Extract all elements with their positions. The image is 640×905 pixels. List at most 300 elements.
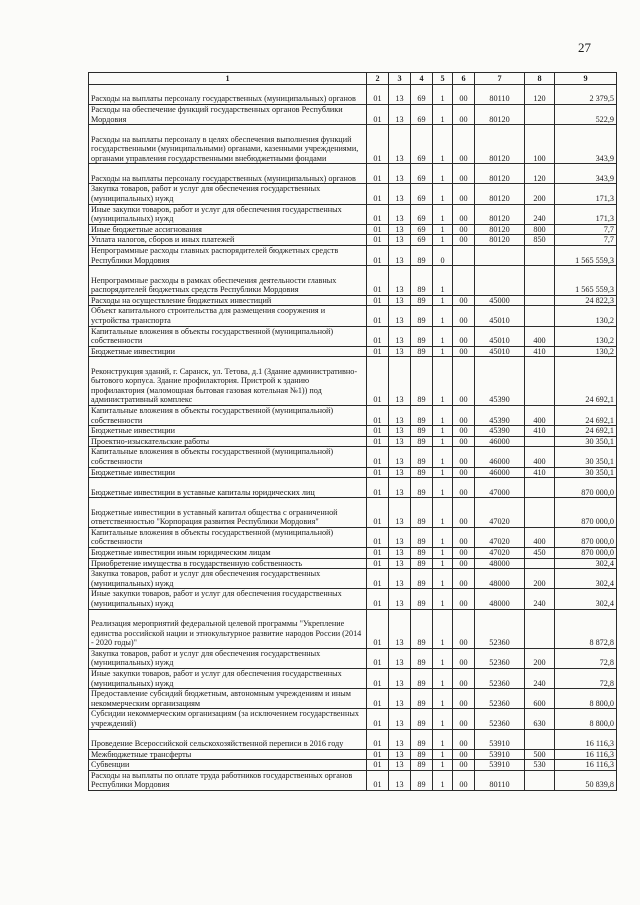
code-cell: 89 xyxy=(411,548,433,559)
amount-cell: 302,4 xyxy=(555,569,617,589)
code-cell: 1 xyxy=(433,125,453,164)
code-cell: 1 xyxy=(433,589,453,609)
code-cell: 00 xyxy=(453,105,475,125)
code-cell: 1 xyxy=(433,760,453,771)
code-cell: 1 xyxy=(433,569,453,589)
amount-cell: 8 800,0 xyxy=(555,689,617,709)
row-name-cell: Капитальные вложения в объекты государственной (муниципальной) собственности xyxy=(89,326,367,346)
code-cell: 89 xyxy=(411,609,433,648)
amount-cell: 7,7 xyxy=(555,235,617,246)
amount-cell: 870 000,0 xyxy=(555,548,617,559)
table-row xyxy=(89,648,617,668)
code-cell: 00 xyxy=(453,498,475,528)
table-row xyxy=(89,346,617,357)
amount-cell: 16 116,3 xyxy=(555,760,617,771)
row-name-cell: Капитальные вложения в объекты государственной (муниципальной) собственности xyxy=(89,527,367,547)
target-article-cell: 80120 xyxy=(475,184,525,204)
expense-type-cell: 400 xyxy=(525,326,555,346)
target-article-cell: 47020 xyxy=(475,527,525,547)
target-article-cell: 80110 xyxy=(475,770,525,790)
code-cell: 89 xyxy=(411,749,433,760)
row-name-cell: Реализация мероприятий федеральной целевой программы "Укрепление единства российской нации и этнокультурное развитие народов России (2014 - 2020 годы)" xyxy=(89,609,367,648)
table-row xyxy=(89,729,617,749)
row-name-cell: Расходы на выплаты персоналу государственных (муниципальных) органов xyxy=(89,164,367,184)
code-cell: 1 xyxy=(433,548,453,559)
code-cell: 01 xyxy=(367,749,389,760)
code-cell: 01 xyxy=(367,447,389,467)
expense-type-cell xyxy=(525,436,555,447)
row-name-cell: Уплата налогов, сборов и иных платежей xyxy=(89,235,367,246)
amount-cell: 24 692,1 xyxy=(555,357,617,406)
row-name-cell: Предоставление субсидий бюджетным, автономным учреждениям и иным некоммерческим организациям xyxy=(89,689,367,709)
code-cell: 13 xyxy=(389,558,411,569)
target-article-cell: 47020 xyxy=(475,548,525,559)
table-row xyxy=(89,184,617,204)
code-cell: 00 xyxy=(453,689,475,709)
target-article-cell: 45000 xyxy=(475,295,525,306)
code-cell: 00 xyxy=(453,467,475,478)
header-cell: 8 xyxy=(525,73,555,85)
expense-type-cell xyxy=(525,770,555,790)
code-cell: 13 xyxy=(389,760,411,771)
amount-cell: 343,9 xyxy=(555,125,617,164)
code-cell: 01 xyxy=(367,326,389,346)
code-cell: 00 xyxy=(453,235,475,246)
code-cell: 89 xyxy=(411,436,433,447)
code-cell: 89 xyxy=(411,467,433,478)
expense-type-cell: 200 xyxy=(525,569,555,589)
table-row xyxy=(89,467,617,478)
code-cell: 00 xyxy=(453,295,475,306)
code-cell: 13 xyxy=(389,527,411,547)
code-cell: 13 xyxy=(389,326,411,346)
row-name-cell: Непрограммные расходы главных распорядителей бюджетных средств Республики Мордовия xyxy=(89,245,367,265)
code-cell: 01 xyxy=(367,426,389,437)
expense-type-cell xyxy=(525,609,555,648)
code-cell: 13 xyxy=(389,184,411,204)
row-name-cell: Капитальные вложения в объекты государственной (муниципальной) собственности xyxy=(89,406,367,426)
code-cell: 1 xyxy=(433,184,453,204)
code-cell: 00 xyxy=(453,749,475,760)
target-article-cell: 48000 xyxy=(475,569,525,589)
row-name-cell: Расходы на выплаты персоналу государственных (муниципальных) органов xyxy=(89,85,367,105)
code-cell: 1 xyxy=(433,558,453,569)
code-cell: 01 xyxy=(367,235,389,246)
amount-cell: 302,4 xyxy=(555,558,617,569)
code-cell: 00 xyxy=(453,326,475,346)
code-cell: 1 xyxy=(433,357,453,406)
code-cell: 01 xyxy=(367,709,389,729)
code-cell: 00 xyxy=(453,224,475,235)
expense-type-cell: 800 xyxy=(525,224,555,235)
code-cell: 1 xyxy=(433,85,453,105)
expense-type-cell xyxy=(525,558,555,569)
target-article-cell: 46000 xyxy=(475,447,525,467)
code-cell xyxy=(453,245,475,265)
expense-type-cell: 100 xyxy=(525,125,555,164)
target-article-cell: 80120 xyxy=(475,235,525,246)
expense-type-cell: 410 xyxy=(525,467,555,478)
code-cell: 1 xyxy=(433,467,453,478)
expense-type-cell: 400 xyxy=(525,527,555,547)
code-cell: 01 xyxy=(367,406,389,426)
code-cell: 01 xyxy=(367,668,389,688)
row-name-cell: Расходы на обеспечение функций государственных органов Республики Мордовия xyxy=(89,105,367,125)
code-cell: 1 xyxy=(433,164,453,184)
code-cell: 13 xyxy=(389,729,411,749)
code-cell: 69 xyxy=(411,125,433,164)
code-cell: 01 xyxy=(367,266,389,296)
code-cell: 01 xyxy=(367,357,389,406)
code-cell: 13 xyxy=(389,770,411,790)
code-cell: 13 xyxy=(389,436,411,447)
code-cell: 01 xyxy=(367,467,389,478)
table-row xyxy=(89,609,617,648)
expense-type-cell xyxy=(525,478,555,498)
code-cell: 13 xyxy=(389,589,411,609)
target-article-cell: 52360 xyxy=(475,668,525,688)
code-cell: 01 xyxy=(367,760,389,771)
row-name-cell: Иные бюджетные ассигнования xyxy=(89,224,367,235)
expense-type-cell: 400 xyxy=(525,447,555,467)
table-row xyxy=(89,235,617,246)
code-cell: 00 xyxy=(453,125,475,164)
target-article-cell: 45010 xyxy=(475,326,525,346)
code-cell: 13 xyxy=(389,498,411,528)
code-cell: 00 xyxy=(453,357,475,406)
target-article-cell: 45010 xyxy=(475,306,525,326)
code-cell: 1 xyxy=(433,770,453,790)
code-cell: 1 xyxy=(433,224,453,235)
row-name-cell: Бюджетные инвестиции xyxy=(89,346,367,357)
code-cell: 13 xyxy=(389,245,411,265)
code-cell: 01 xyxy=(367,527,389,547)
code-cell: 00 xyxy=(453,548,475,559)
table-row xyxy=(89,709,617,729)
row-name-cell: Бюджетные инвестиции в уставный капитал общества с ограниченной ответственностью "Корпорация развития Республики Мордовия" xyxy=(89,498,367,528)
code-cell: 01 xyxy=(367,224,389,235)
row-name-cell: Закупка товаров, работ и услуг для обеспечения государственных (муниципальных) нужд xyxy=(89,184,367,204)
code-cell: 1 xyxy=(433,306,453,326)
table-row xyxy=(89,548,617,559)
target-article-cell: 45390 xyxy=(475,357,525,406)
code-cell: 1 xyxy=(433,426,453,437)
code-cell: 13 xyxy=(389,224,411,235)
code-cell: 13 xyxy=(389,125,411,164)
table-row xyxy=(89,770,617,790)
code-cell: 01 xyxy=(367,295,389,306)
amount-cell: 30 350,1 xyxy=(555,436,617,447)
code-cell: 01 xyxy=(367,245,389,265)
row-name-cell: Реконструкция зданий, г. Саранск, ул. Тетова, д.1 (Здание административно-бытового корпуса. Здание профилактория. Пристрой к зданию профилактория (маломощная бытовая газовая котельная №1)) под административный комплекс xyxy=(89,357,367,406)
row-name-cell: Расходы на осуществление бюджетных инвестиций xyxy=(89,295,367,306)
code-cell: 01 xyxy=(367,85,389,105)
table-row xyxy=(89,668,617,688)
row-name-cell: Субвенции xyxy=(89,760,367,771)
code-cell: 13 xyxy=(389,689,411,709)
target-article-cell: 80120 xyxy=(475,224,525,235)
code-cell: 00 xyxy=(453,569,475,589)
row-name-cell: Бюджетные инвестиции xyxy=(89,467,367,478)
table-row xyxy=(89,478,617,498)
code-cell: 13 xyxy=(389,749,411,760)
amount-cell: 72,8 xyxy=(555,668,617,688)
amount-cell: 171,3 xyxy=(555,204,617,224)
code-cell: 00 xyxy=(453,668,475,688)
code-cell: 1 xyxy=(433,527,453,547)
code-cell: 01 xyxy=(367,689,389,709)
target-article-cell: 53910 xyxy=(475,749,525,760)
code-cell: 13 xyxy=(389,569,411,589)
code-cell: 13 xyxy=(389,426,411,437)
code-cell: 1 xyxy=(433,648,453,668)
expense-type-cell: 200 xyxy=(525,648,555,668)
amount-cell: 8 872,8 xyxy=(555,609,617,648)
code-cell: 01 xyxy=(367,589,389,609)
code-cell: 1 xyxy=(433,436,453,447)
budget-table-container xyxy=(88,72,616,791)
expense-type-cell: 240 xyxy=(525,589,555,609)
code-cell: 01 xyxy=(367,609,389,648)
code-cell: 13 xyxy=(389,346,411,357)
amount-cell: 30 350,1 xyxy=(555,447,617,467)
code-cell: 00 xyxy=(453,609,475,648)
amount-cell: 130,2 xyxy=(555,326,617,346)
target-article-cell: 52360 xyxy=(475,609,525,648)
row-name-cell: Иные закупки товаров, работ и услуг для обеспечения государственных (муниципальных) нужд xyxy=(89,668,367,688)
code-cell: 89 xyxy=(411,357,433,406)
code-cell: 00 xyxy=(453,184,475,204)
code-cell: 00 xyxy=(453,204,475,224)
code-cell: 89 xyxy=(411,245,433,265)
code-cell: 01 xyxy=(367,436,389,447)
code-cell: 13 xyxy=(389,357,411,406)
target-article-cell: 47020 xyxy=(475,498,525,528)
target-article-cell: 46000 xyxy=(475,467,525,478)
row-name-cell: Капитальные вложения в объекты государственной (муниципальной) собственности xyxy=(89,447,367,467)
row-name-cell: Расходы на выплаты по оплате труда работников государственных органов Республики Мордовия xyxy=(89,770,367,790)
code-cell: 13 xyxy=(389,406,411,426)
header-cell: 2 xyxy=(367,73,389,85)
table-row xyxy=(89,689,617,709)
header-cell: 7 xyxy=(475,73,525,85)
target-article-cell: 80120 xyxy=(475,204,525,224)
code-cell: 00 xyxy=(453,426,475,437)
expense-type-cell: 600 xyxy=(525,689,555,709)
amount-cell: 343,9 xyxy=(555,164,617,184)
header-cell: 9 xyxy=(555,73,617,85)
code-cell: 69 xyxy=(411,85,433,105)
table-row xyxy=(89,447,617,467)
amount-cell: 1 565 559,3 xyxy=(555,245,617,265)
code-cell: 13 xyxy=(389,105,411,125)
amount-cell: 870 000,0 xyxy=(555,527,617,547)
code-cell: 89 xyxy=(411,527,433,547)
row-name-cell: Бюджетные инвестиции в уставные капиталы юридических лиц xyxy=(89,478,367,498)
code-cell: 00 xyxy=(453,648,475,668)
code-cell: 69 xyxy=(411,184,433,204)
target-article-cell xyxy=(475,245,525,265)
table-row xyxy=(89,426,617,437)
expense-type-cell: 500 xyxy=(525,749,555,760)
code-cell: 13 xyxy=(389,668,411,688)
code-cell: 00 xyxy=(453,306,475,326)
row-name-cell: Иные закупки товаров, работ и услуг для обеспечения государственных (муниципальных) нужд xyxy=(89,204,367,224)
code-cell: 00 xyxy=(453,478,475,498)
table-header-row xyxy=(89,73,617,85)
code-cell: 1 xyxy=(433,105,453,125)
header-cell: 6 xyxy=(453,73,475,85)
code-cell: 1 xyxy=(433,729,453,749)
code-cell: 00 xyxy=(453,589,475,609)
amount-cell: 24 692,1 xyxy=(555,406,617,426)
code-cell: 69 xyxy=(411,235,433,246)
code-cell: 01 xyxy=(367,729,389,749)
table-row xyxy=(89,406,617,426)
amount-cell: 50 839,8 xyxy=(555,770,617,790)
expense-type-cell: 240 xyxy=(525,668,555,688)
code-cell: 89 xyxy=(411,306,433,326)
code-cell: 1 xyxy=(433,709,453,729)
code-cell: 89 xyxy=(411,648,433,668)
code-cell: 13 xyxy=(389,306,411,326)
code-cell: 89 xyxy=(411,498,433,528)
table-row xyxy=(89,105,617,125)
code-cell: 01 xyxy=(367,164,389,184)
code-cell: 89 xyxy=(411,709,433,729)
code-cell: 89 xyxy=(411,295,433,306)
code-cell: 89 xyxy=(411,770,433,790)
code-cell: 89 xyxy=(411,668,433,688)
code-cell: 13 xyxy=(389,164,411,184)
code-cell: 13 xyxy=(389,85,411,105)
code-cell: 00 xyxy=(453,760,475,771)
code-cell: 1 xyxy=(433,266,453,296)
amount-cell: 30 350,1 xyxy=(555,467,617,478)
code-cell: 01 xyxy=(367,125,389,164)
code-cell: 1 xyxy=(433,346,453,357)
row-name-cell: Расходы на выплаты персоналу в целях обеспечения выполнения функций государственными (муниципальными) органами, казенными учреждениями, органами управления государственными внебюджетными фондами xyxy=(89,125,367,164)
row-name-cell: Межбюджетные трансферты xyxy=(89,749,367,760)
target-article-cell xyxy=(475,266,525,296)
row-name-cell: Иные закупки товаров, работ и услуг для обеспечения государственных (муниципальных) нужд xyxy=(89,589,367,609)
expense-type-cell: 400 xyxy=(525,406,555,426)
code-cell: 01 xyxy=(367,306,389,326)
code-cell: 89 xyxy=(411,689,433,709)
expense-type-cell xyxy=(525,295,555,306)
code-cell: 00 xyxy=(453,770,475,790)
table-row xyxy=(89,204,617,224)
expense-type-cell: 450 xyxy=(525,548,555,559)
table-row xyxy=(89,357,617,406)
code-cell: 13 xyxy=(389,295,411,306)
expense-type-cell: 410 xyxy=(525,346,555,357)
amount-cell: 24 692,1 xyxy=(555,426,617,437)
table-row xyxy=(89,589,617,609)
expense-type-cell xyxy=(525,105,555,125)
code-cell: 89 xyxy=(411,760,433,771)
code-cell: 01 xyxy=(367,569,389,589)
expense-type-cell: 240 xyxy=(525,204,555,224)
code-cell: 1 xyxy=(433,204,453,224)
code-cell: 1 xyxy=(433,498,453,528)
code-cell: 01 xyxy=(367,648,389,668)
code-cell: 0 xyxy=(433,245,453,265)
code-cell: 1 xyxy=(433,689,453,709)
table-row xyxy=(89,245,617,265)
table-row xyxy=(89,306,617,326)
header-cell: 3 xyxy=(389,73,411,85)
target-article-cell: 80110 xyxy=(475,85,525,105)
amount-cell: 870 000,0 xyxy=(555,498,617,528)
code-cell: 13 xyxy=(389,447,411,467)
code-cell: 01 xyxy=(367,184,389,204)
table-row xyxy=(89,749,617,760)
amount-cell: 171,3 xyxy=(555,184,617,204)
amount-cell: 16 116,3 xyxy=(555,729,617,749)
expense-type-cell xyxy=(525,357,555,406)
code-cell: 69 xyxy=(411,204,433,224)
code-cell: 69 xyxy=(411,224,433,235)
target-article-cell: 48000 xyxy=(475,558,525,569)
amount-cell: 1 565 559,3 xyxy=(555,266,617,296)
code-cell: 89 xyxy=(411,558,433,569)
amount-cell: 130,2 xyxy=(555,346,617,357)
target-article-cell: 45390 xyxy=(475,406,525,426)
code-cell: 01 xyxy=(367,548,389,559)
table-row xyxy=(89,558,617,569)
row-name-cell: Закупка товаров, работ и услуг для обеспечения государственных (муниципальных) нужд xyxy=(89,648,367,668)
code-cell: 13 xyxy=(389,709,411,729)
code-cell: 89 xyxy=(411,569,433,589)
expense-type-cell: 850 xyxy=(525,235,555,246)
table-row xyxy=(89,760,617,771)
target-article-cell: 46000 xyxy=(475,436,525,447)
target-article-cell: 48000 xyxy=(475,589,525,609)
expense-type-cell xyxy=(525,729,555,749)
code-cell: 00 xyxy=(453,346,475,357)
amount-cell: 8 800,0 xyxy=(555,709,617,729)
expense-type-cell: 120 xyxy=(525,85,555,105)
row-name-cell: Закупка товаров, работ и услуг для обеспечения государственных (муниципальных) нужд xyxy=(89,569,367,589)
code-cell: 01 xyxy=(367,204,389,224)
amount-cell: 72,8 xyxy=(555,648,617,668)
table-row xyxy=(89,125,617,164)
target-article-cell: 52360 xyxy=(475,648,525,668)
code-cell: 89 xyxy=(411,426,433,437)
code-cell: 1 xyxy=(433,406,453,426)
expense-type-cell xyxy=(525,266,555,296)
code-cell: 1 xyxy=(433,447,453,467)
row-name-cell: Приобретение имущества в государственную собственность xyxy=(89,558,367,569)
code-cell: 1 xyxy=(433,749,453,760)
code-cell: 89 xyxy=(411,266,433,296)
code-cell: 89 xyxy=(411,589,433,609)
amount-cell: 522,9 xyxy=(555,105,617,125)
expense-type-cell: 530 xyxy=(525,760,555,771)
code-cell: 01 xyxy=(367,478,389,498)
budget-table xyxy=(88,72,617,791)
code-cell: 00 xyxy=(453,709,475,729)
code-cell: 13 xyxy=(389,467,411,478)
code-cell: 13 xyxy=(389,548,411,559)
code-cell: 1 xyxy=(433,478,453,498)
table-row xyxy=(89,266,617,296)
table-row xyxy=(89,295,617,306)
table-row xyxy=(89,164,617,184)
row-name-cell: Субсидии некоммерческим организациям (за исключением государственных учреждений) xyxy=(89,709,367,729)
code-cell: 13 xyxy=(389,235,411,246)
